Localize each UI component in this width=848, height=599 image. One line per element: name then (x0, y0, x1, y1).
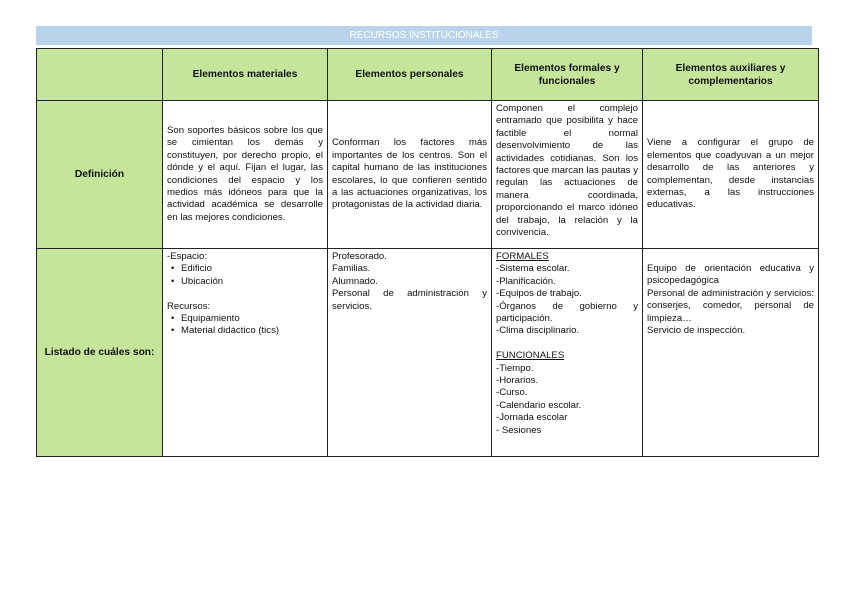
funcionales-heading: FUNCIONALES (496, 350, 565, 362)
list-item: -Horarios. (496, 375, 539, 387)
listado-materiales (163, 249, 328, 457)
header-formales: Elementos formales y funcionales (492, 49, 643, 101)
list-item: -Planificación. (496, 275, 556, 287)
spacer (167, 288, 323, 300)
list-item: - Sesiones (496, 424, 542, 436)
list-item: -Calendario escolar. (496, 399, 582, 411)
table-title: RECURSOS INSTITUCIONALES (36, 26, 812, 45)
spacer (496, 338, 638, 350)
list-item: -Clima disciplinario. (496, 325, 580, 337)
list-item: Personal de administración y servicios. (332, 288, 487, 312)
list-item: • Ubicación (167, 276, 323, 288)
list-item: Profesorado. (332, 251, 387, 262)
row-label-definicion: Definición (37, 101, 163, 249)
corner-cell (37, 49, 163, 101)
espacio-label: -Espacio: (167, 251, 207, 262)
listado-formales (492, 249, 643, 457)
listado-auxiliares (643, 249, 819, 457)
definicion-materiales: Son soportes básicos sobre los que se cimientan los demás y constituyen, por derecho propio, el dónde y el aquí. Fijan el lugar, las condiciones del espacio y los medios más idóneos para que la actividad académica se desarrolle en las mejores condiciones. (163, 101, 328, 249)
list-item: Alumnado. (332, 275, 378, 287)
definicion-auxiliares: Viene a configurar el grupo de elementos que coadyuvan a un mejor desarrollo de las anteriores y complementan, desde instancias externas, a las instrucciones educativas. (643, 101, 819, 249)
list-item: -Equipos de trabajo. (496, 288, 582, 300)
list-item: -Tiempo. (496, 362, 534, 374)
list-item: Personal de administración y servicios: conserjes, comedor, personal de limpieza… (647, 287, 814, 324)
header-materiales: Elementos materiales (163, 49, 328, 101)
formales-heading: FORMALES (496, 251, 549, 262)
list-item: • Material didáctico (tics) (167, 325, 323, 337)
list-item: Servicio de inspección. (647, 325, 746, 337)
list-item: • Equipamiento (167, 313, 323, 325)
list-item: -Curso. (496, 387, 528, 399)
resources-table (36, 48, 819, 457)
definicion-row (37, 101, 819, 249)
list-item: -Jornada escolar (496, 412, 568, 424)
listado-row (37, 249, 819, 457)
listado-personales (328, 249, 492, 457)
header-personales: Elementos personales (328, 49, 492, 101)
definicion-personales: Conforman los factores más importantes de los centros. Son el capital humano de las instituciones escolares, lo que confieren sentido a las actuaciones organizativas, los protagonistas de la actividad diaria. (328, 101, 492, 249)
header-auxiliares: Elementos auxiliares y complementarios (643, 49, 819, 101)
list-item: -Órganos de gobierno y participación. (496, 300, 638, 325)
recursos-label: Recursos: (167, 300, 211, 312)
list-item: Familias. (332, 263, 371, 275)
list-item: Equipo de orientación educativa y psicopedagógica (647, 263, 814, 287)
definicion-formales: Componen el complejo entramado que posibilita y hace factible el normal desenvolvimiento de las actividades cotidianas. Son los factores que marcan las pautas y regulan las actuaciones de manera coordinada, proporcionando el marco idóneo del trabajo, la relación y la convivencia. (492, 101, 643, 249)
row-label-listado: Listado de cuáles son: (37, 249, 163, 457)
list-item: • Edificio (167, 263, 323, 275)
list-item: -Sistema escolar. (496, 263, 570, 275)
header-row (37, 49, 819, 101)
